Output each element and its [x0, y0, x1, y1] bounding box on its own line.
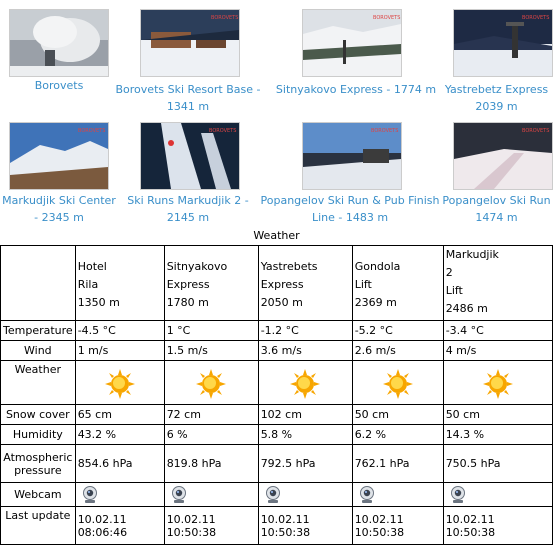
webcam-thumbnail-sitnyakovo[interactable]	[302, 9, 402, 77]
svg-text:BOROVETS: BOROVETS	[209, 128, 237, 134]
station-header-row	[1, 246, 553, 321]
temperature-value: 1 °C	[164, 321, 258, 341]
snow-cover-label: Snow cover	[1, 405, 76, 425]
station-name-line: 2	[445, 266, 453, 279]
station-altitude: 1780 m	[166, 296, 209, 309]
wind-value: 1 m/s	[75, 341, 164, 361]
station-name-line: Sitnyakovo	[166, 260, 228, 273]
last-update-value	[352, 507, 443, 545]
webcam-thumbnail-runs[interactable]	[140, 122, 240, 190]
update-date: 10.02.11	[77, 512, 127, 526]
update-time: 10:50:38	[260, 525, 311, 539]
webcam-icon[interactable]	[359, 486, 375, 504]
svg-text:BOROVETS: BOROVETS	[522, 15, 550, 21]
station-name-line: Hotel	[77, 260, 107, 273]
pressure-value: 819.8 hPa	[164, 445, 258, 483]
temperature-value: -4.5 °C	[75, 321, 164, 341]
update-date: 10.02.11	[166, 512, 216, 526]
station-name-line: Lift	[354, 278, 372, 291]
resort-base-image	[141, 10, 239, 76]
update-date: 10.02.11	[445, 512, 495, 526]
station-name-line: Yastrebets	[260, 260, 318, 273]
station-header-hotel-rila	[75, 246, 164, 321]
webcam-link-pub[interactable]: Popangelov Ski Run & Pub Finish Line - 1483 m	[260, 194, 440, 224]
pressure-value: 750.5 hPa	[443, 445, 552, 483]
temperature-value: -1.2 °C	[258, 321, 352, 341]
humidity-value: 43.2 %	[75, 425, 164, 445]
last-update-row	[1, 507, 553, 545]
snow-cover-value: 50 cm	[352, 405, 443, 425]
pressure-value: 792.5 hPa	[258, 445, 352, 483]
webcam-link-base[interactable]: Borovets Ski Resort Base - 1341 m	[115, 83, 261, 113]
pressure-value: 762.1 hPa	[352, 445, 443, 483]
webcam-thumbnail-popangelov[interactable]	[453, 122, 553, 190]
weather-condition-cell	[352, 361, 443, 405]
station-name-line: Markudjik	[445, 248, 499, 261]
webcam-link-markudjik[interactable]: Markudjik Ski Center - 2345 m	[2, 194, 116, 224]
humidity-value: 6.2 %	[352, 425, 443, 445]
webcam-thumbnail-markudjik[interactable]	[9, 122, 109, 190]
station-name-line: Lift	[445, 284, 463, 297]
webcam-icon[interactable]	[82, 486, 98, 504]
webcam-link-borovets[interactable]: Borovets	[34, 79, 84, 92]
temperature-value: -3.4 °C	[443, 321, 552, 341]
snow-cover-value: 72 cm	[164, 405, 258, 425]
markudjik-image	[10, 123, 108, 189]
ski-runs-image	[141, 123, 239, 189]
last-update-value	[258, 507, 352, 545]
snow-cover-row	[1, 405, 553, 425]
webcam-link-sitnyakovo[interactable]: Sitnyakovo Express - 1774 m	[275, 83, 437, 96]
webcam-cell	[258, 483, 352, 507]
sunny-icon	[483, 369, 513, 399]
temperature-label: Temperature	[1, 321, 76, 341]
humidity-row	[1, 425, 553, 445]
last-update-label: Last update	[1, 507, 76, 545]
svg-text:BOROVETS: BOROVETS	[211, 15, 239, 21]
station-name-line: Express	[166, 278, 210, 291]
weather-condition-cell	[258, 361, 352, 405]
snow-gun-image	[10, 10, 108, 76]
temperature-row	[1, 321, 553, 341]
webcam-link-yastrebetz[interactable]: Yastrebetz Express 2039 m	[444, 83, 549, 113]
svg-text:BOROVETS: BOROVETS	[373, 15, 401, 21]
wind-value: 1.5 m/s	[164, 341, 258, 361]
wind-label: Wind	[1, 341, 76, 361]
station-header-sitnyakovo	[164, 246, 258, 321]
webcam-link-popangelov[interactable]: Popangelov Ski Run 1474 m	[442, 194, 551, 224]
svg-text:BOROVETS: BOROVETS	[371, 128, 399, 134]
wind-value: 2.6 m/s	[352, 341, 443, 361]
humidity-value: 5.8 %	[258, 425, 352, 445]
webcam-link-runs[interactable]: Ski Runs Markudjik 2 - 2145 m	[127, 194, 249, 224]
sunny-icon	[290, 369, 320, 399]
webcam-icon[interactable]	[450, 486, 466, 504]
webcam-cell	[164, 483, 258, 507]
weather-icon-row	[1, 361, 553, 405]
humidity-value: 14.3 %	[443, 425, 552, 445]
update-time: 10:50:38	[445, 525, 496, 539]
webcam-cell	[352, 483, 443, 507]
station-altitude: 2050 m	[260, 296, 303, 309]
weather-heading: Weather	[253, 229, 300, 242]
empty-corner-cell	[1, 246, 76, 321]
webcam-row	[1, 483, 553, 507]
temperature-value: -5.2 °C	[352, 321, 443, 341]
station-name-line: Express	[260, 278, 304, 291]
webcam-thumbnail-base[interactable]	[140, 9, 240, 77]
pressure-row	[1, 445, 553, 483]
snow-cover-value: 65 cm	[75, 405, 164, 425]
station-altitude: 1350 m	[77, 296, 120, 309]
sunny-icon	[196, 369, 226, 399]
pressure-value: 854.6 hPa	[75, 445, 164, 483]
update-time: 10:50:38	[166, 525, 217, 539]
station-header-yastrebets	[258, 246, 352, 321]
sunny-icon	[105, 369, 135, 399]
weather-condition-cell	[164, 361, 258, 405]
webcam-cell	[443, 483, 552, 507]
station-altitude: 2486 m	[445, 302, 488, 315]
svg-text:BOROVETS: BOROVETS	[78, 128, 106, 134]
last-update-value	[443, 507, 552, 545]
wind-value: 3.6 m/s	[258, 341, 352, 361]
pressure-label: Atmospheric pressure	[1, 445, 76, 483]
sitnyakovo-image	[303, 10, 401, 76]
snow-cover-value: 50 cm	[443, 405, 552, 425]
last-update-value	[75, 507, 164, 545]
station-header-gondola	[352, 246, 443, 321]
update-time: 10:50:38	[354, 525, 405, 539]
webcam-thumbnail-pub[interactable]	[302, 122, 402, 190]
weather-label: Weather	[1, 361, 76, 405]
humidity-label: Humidity	[1, 425, 76, 445]
weather-table	[0, 245, 553, 545]
yastrebetz-image	[454, 10, 552, 76]
webcam-thumbnail-borovets[interactable]	[9, 9, 109, 77]
weather-condition-cell	[75, 361, 164, 405]
last-update-value	[164, 507, 258, 545]
sunny-icon	[383, 369, 413, 399]
update-date: 10.02.11	[260, 512, 310, 526]
station-header-markudjik	[443, 246, 552, 321]
weather-condition-cell	[443, 361, 552, 405]
station-name-line: Rila	[77, 278, 99, 291]
snow-cover-value: 102 cm	[258, 405, 352, 425]
webcam-icon[interactable]	[171, 486, 187, 504]
pub-finish-image	[303, 123, 401, 189]
webcam-icon[interactable]	[265, 486, 281, 504]
wind-value: 4 m/s	[443, 341, 552, 361]
webcam-cell	[75, 483, 164, 507]
webcam-thumbnail-yastrebetz[interactable]	[453, 9, 553, 77]
update-time: 08:06:46	[77, 525, 128, 539]
station-name-line: Gondola	[354, 260, 401, 273]
update-date: 10.02.11	[354, 512, 404, 526]
webcam-label: Webcam	[1, 483, 76, 507]
wind-row	[1, 341, 553, 361]
humidity-value: 6 %	[164, 425, 258, 445]
popangelov-image	[454, 123, 552, 189]
station-altitude: 2369 m	[354, 296, 397, 309]
svg-text:BOROVETS: BOROVETS	[522, 128, 550, 134]
